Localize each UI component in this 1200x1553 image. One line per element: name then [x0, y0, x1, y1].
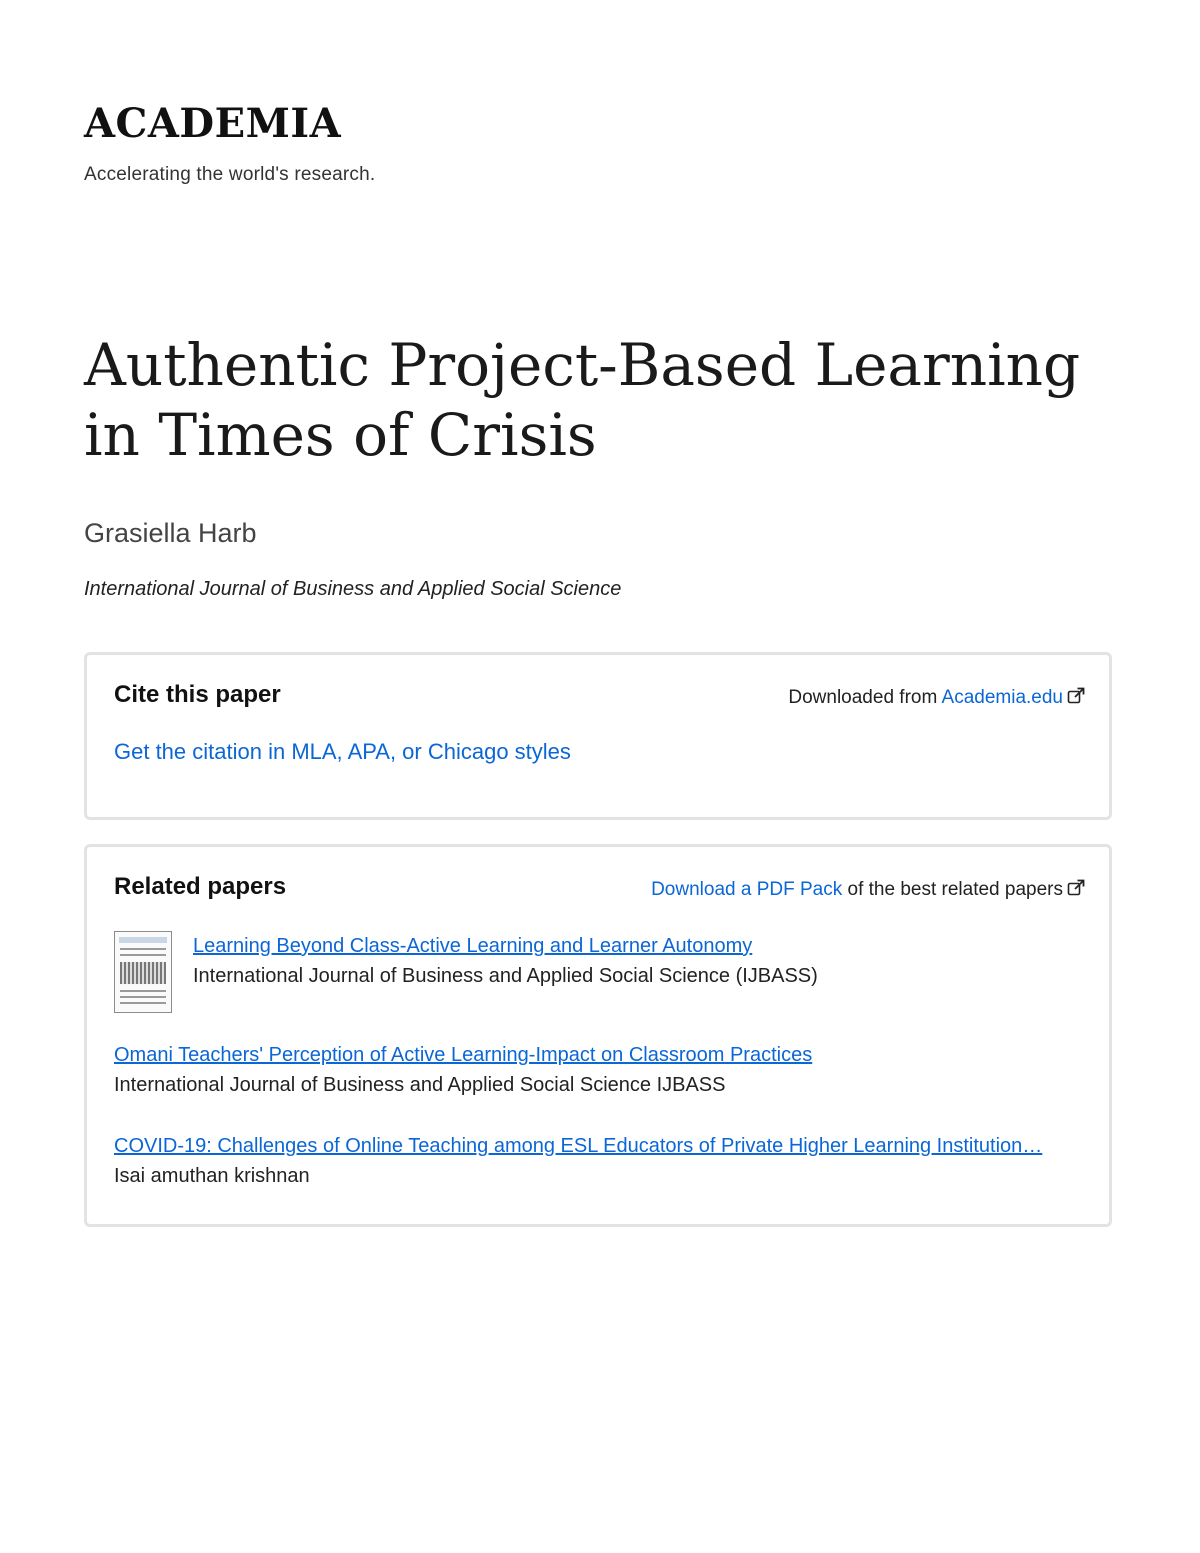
- related-item: [114, 1131, 1085, 1191]
- external-link-icon[interactable]: [1067, 879, 1085, 903]
- paper-thumbnail-icon[interactable]: [114, 931, 172, 1013]
- pack-suffix: of the best related papers: [842, 879, 1063, 900]
- related-item-title[interactable]: COVID-19: Challenges of Online Teaching among ESL Educators of Private Higher Learning Institution…: [114, 1135, 1043, 1157]
- paper-journal: International Journal of Business and Applied Social Science: [84, 578, 622, 600]
- thumbnail-line: [120, 990, 166, 992]
- academia-edu-link[interactable]: Academia.edu: [941, 687, 1063, 708]
- cite-card: [84, 652, 1112, 820]
- academia-logo[interactable]: ACADEMIA: [84, 100, 342, 147]
- related-item: [193, 931, 1085, 991]
- external-link-icon[interactable]: [1067, 687, 1085, 711]
- get-citation-link[interactable]: Get the citation in MLA, APA, or Chicago styles: [114, 739, 571, 764]
- downloaded-prefix: Downloaded from: [788, 687, 942, 708]
- thumbnail-header: [119, 937, 167, 943]
- thumbnail-line: [120, 948, 166, 950]
- cite-heading: Cite this paper: [114, 681, 281, 708]
- related-item: [114, 1040, 1085, 1100]
- related-papers-card: [84, 844, 1112, 1227]
- paper-title: Authentic Project-Based Learning in Times of Crisis: [84, 331, 1081, 469]
- related-item-subtitle: Isai amuthan krishnan: [114, 1165, 310, 1187]
- related-item-title[interactable]: Omani Teachers' Perception of Active Learning-Impact on Classroom Practices: [114, 1044, 813, 1066]
- downloaded-from: [788, 687, 1085, 711]
- related-item-subtitle: International Journal of Business and Applied Social Science (IJBASS): [193, 965, 818, 987]
- download-pdf-pack-link[interactable]: Download a PDF Pack: [651, 879, 843, 900]
- related-heading: Related papers: [114, 873, 287, 900]
- paper-author: Grasiella Harb: [84, 518, 257, 548]
- pdf-pack: [651, 879, 1085, 903]
- related-item-title[interactable]: Learning Beyond Class-Active Learning and Learner Autonomy: [193, 935, 753, 957]
- thumbnail-text-block: [120, 962, 166, 984]
- tagline: Accelerating the world's research.: [84, 164, 376, 185]
- thumbnail-line: [120, 996, 166, 998]
- thumbnail-line: [120, 954, 166, 956]
- related-item-subtitle: International Journal of Business and Applied Social Science IJBASS: [114, 1074, 726, 1096]
- thumbnail-line: [120, 1002, 166, 1004]
